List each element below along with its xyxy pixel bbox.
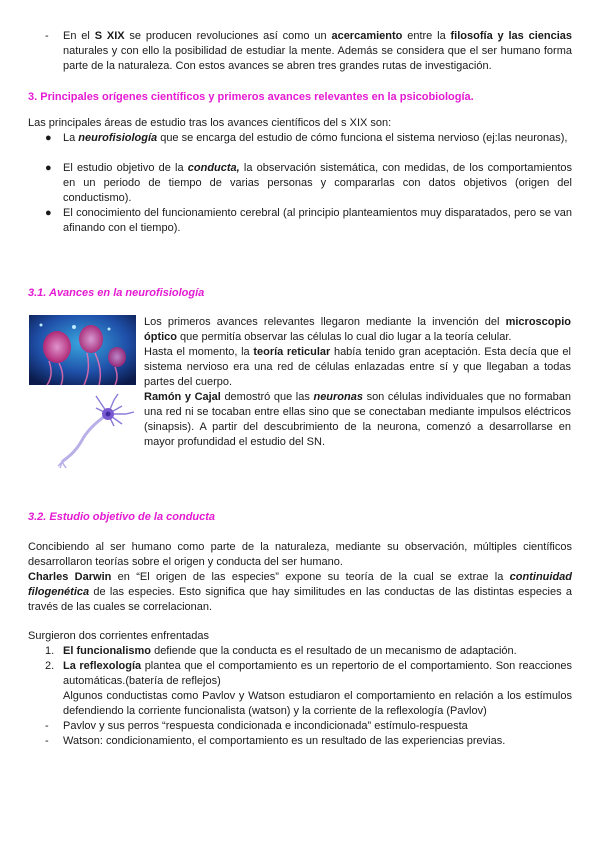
number-marker: 2. (45, 660, 55, 672)
list-item: ● El estudio objetivo de la conducta, la observación sistemática, con medidas, de los comportamientos en un periodo de tiempo de varias personas y compararlas con datos objetivos (origen del conductismo). (45, 162, 573, 204)
numbered-item: 1. El funcionalismo defiende que la conducta es el resultado de un mecanismo de adaptación. (45, 645, 517, 657)
intro-text: En el S XIX se producen revoluciones así como un acercamiento entre la filosofía y las ciencias naturales y con ello la posibilidad de estudiar la mente. Además se considera que el ser humano forma parte de la naturaleza. Con estos avances se abren tres grandes rutas de investigación. (63, 30, 572, 72)
dash-item: - Pavlov y sus perros “respuesta condicionada e incondicionada” estímulo-respuesta (45, 720, 468, 732)
neurons-photo (29, 315, 136, 385)
list-item: ● La neurofisiología que se encarga del estudio de cómo funciona el sistema nervioso (ej:las neuronas), (45, 132, 568, 144)
list-item: ● El conocimiento del funcionamiento cerebral (al principio planteamientos muy disparatados, pero se van afinando con el tiempo). (45, 207, 572, 234)
section-3-lead: Las principales áreas de estudio tras los avances científicos del s XIX son: (28, 117, 392, 129)
neurophysiology-paragraph-3: Ramón y Cajal demostró que las neuronas son células individuales que no formaban una red ni se tocaban entre ellas sino que se conectaban mediante impulsos eléctricos (sinapsis). A partir del descubrimiento de la neurona, comenzó a desarrollarse en mayor profundidad el estudio del SN. (144, 391, 571, 448)
section-3-1-heading: 3.1. Avances en la neurofisiología (28, 287, 205, 299)
conduct-paragraph-2: Charles Darwin en “El origen de las especies” expone su teoría de la cual se extrae la continuidad filogenética de las especies. Esto significa que hay similitudes en las conductas de las distintas especies a través de las cuales se correlacionan. (28, 571, 572, 613)
section-3-2-heading: 3.2. Estudio objetivo de la conducta (28, 511, 216, 523)
numbered-item: 2. La reflexología plantea que el comportamiento es un repertorio de el comportamiento. Son reacciones automáticas.(batería de reflejos) Algunos conductistas como Pavlov y Watson estudiaron el comportamiento en relación a los estímulos defendiendo la corriente funcionalista (watson) y la corriente de la reflexología (Pavlov) (45, 660, 573, 717)
bullet-marker: ● (45, 207, 52, 219)
number-marker: 1. (45, 645, 55, 657)
neurophysiology-paragraph-2: Hasta el momento, la teoría reticular había tenido gran aceptación. Esta decía que el sistema nervioso era una red de células enlazadas entre sí y que llegaban a todas partes del cuerpo. (144, 346, 571, 388)
dash-marker: - (45, 735, 49, 747)
bullet-marker: ● (45, 162, 52, 174)
conduct-paragraph-1: Concibiendo al ser humano como parte de la naturaleza, mediante su observación, múltiples científicos desarrollaron teorías sobre el origen y conducta del ser humano. (28, 541, 572, 568)
neuron-illustration (56, 392, 146, 472)
dash-item: - Watson: condicionamiento, el comportamiento es un resultado de las experiencias previas. (45, 735, 506, 747)
dash-marker: - (45, 30, 49, 42)
currents-intro: Surgieron dos corrientes enfrentadas (28, 630, 209, 642)
dash-marker: - (45, 720, 49, 732)
bullet-marker: ● (45, 132, 52, 144)
section-3-heading: 3. Principales orígenes científicos y primeros avances relevantes en la psicobiología. (28, 91, 474, 103)
numbered-item-extra: Algunos conductistas como Pavlov y Watson estudiaron el comportamiento en relación a los estímulos defendiendo la corriente funcionalista (watson) y la corriente de la reflexología (Pavlov) (63, 690, 572, 717)
neurophysiology-paragraph-1: Los primeros avances relevantes llegaron mediante la invención del microscopio óptico que permitía observar las células lo cual dio lugar a la teoría celular. (144, 316, 571, 343)
intro-item (45, 29, 572, 74)
